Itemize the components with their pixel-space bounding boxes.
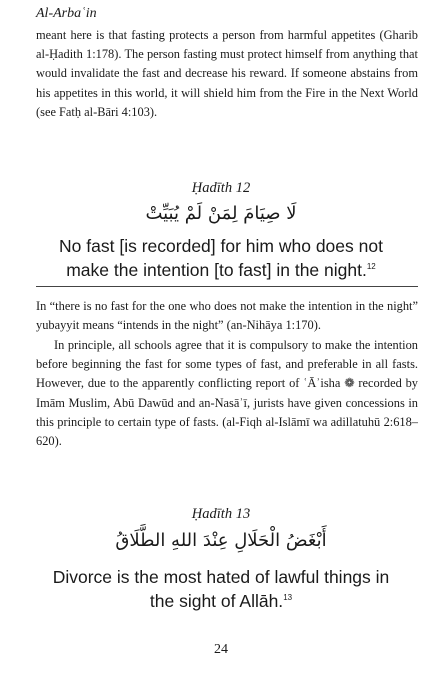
running-head: Al-Arbaʿin (36, 6, 97, 21)
paragraph-1: meant here is that fasting protects a person from harmful appetites (Gharib al-Ḥadith 1:178). The person fasting must protect himself from anything that would invalidate the fast and decrease his reward. If someone abstains from his appetites in this world, it will shield him from the Fire in the Next World (see Fatḥ al-Bāri 4:103). (36, 28, 418, 119)
section-divider (36, 286, 418, 287)
hadith-13-translation (40, 565, 402, 613)
footnote-ref-13[interactable]: 13 (283, 593, 293, 603)
hadith-13-translation-text: Divorce is the most hated of lawful things in the sight of Allāh. (52, 567, 390, 611)
paragraph-3: In principle, all schools agree that it is compulsory to make the intention before beginning the fast for some types of fast, and preferable in all fasts. However, due to the apparently conflicting report of ʿĀʾisha ❁ recorded by Imām Muslim, Abū Dawūd and an-Nasāʾī, jurists have given concessions in this principle to certain type of fasts. (al-Fiqh al-Islāmī wa adillatuhū 2:618–620). (36, 338, 418, 449)
paragraph-2: In “there is no fast for the one who does not make the intention in the night” yubayyit means “intends in the night” (an-Nihāya 1:170). (36, 299, 418, 333)
page-number: 24 (214, 642, 228, 657)
hadith-12-translation-text: No fast [is recorded] for him who does not make the intention [to fast] in the night. (59, 236, 383, 280)
hadith-13-heading: Ḥadīth 13 (191, 506, 251, 522)
hadith-12-translation (40, 234, 402, 282)
hadith-12-heading: Ḥadīth 12 (191, 180, 251, 196)
hadith-12-arabic: لَا صِيَامَ لِمَنْ لَمْ يُبَيِّتْ (145, 203, 297, 224)
footnote-ref-12[interactable]: 12 (366, 262, 376, 272)
hadith-13-arabic: أَبْغَضُ الْحَلَالِ عِنْدَ اللهِ الطَّلَاقُ (115, 530, 327, 551)
